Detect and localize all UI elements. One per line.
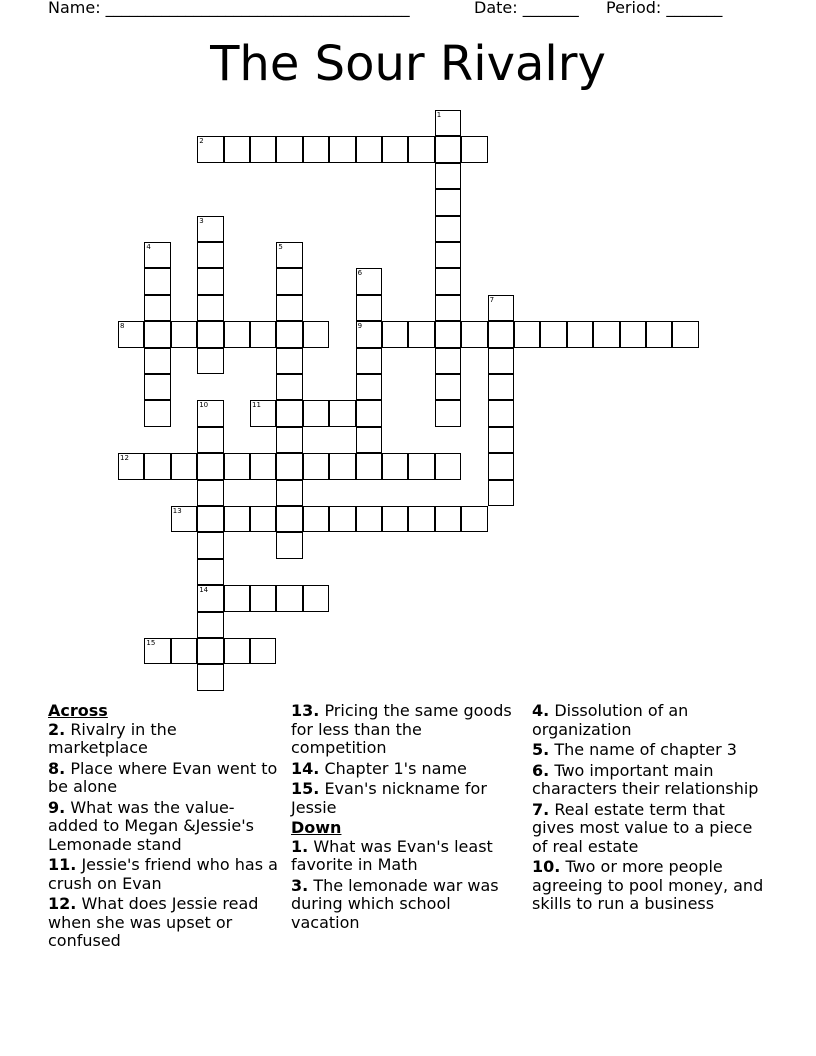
crossword-cell[interactable]: [276, 427, 302, 453]
date-field-label[interactable]: Date: _______: [474, 0, 579, 17]
crossword-cell[interactable]: [329, 506, 355, 532]
crossword-cell[interactable]: [144, 295, 170, 321]
crossword-cell[interactable]: [197, 348, 223, 374]
crossword-cell[interactable]: [303, 585, 329, 611]
crossword-cell[interactable]: [435, 295, 461, 321]
clue-number: 6.: [532, 760, 550, 780]
crossword-cell[interactable]: [382, 453, 408, 479]
clue-text: What does Jessie read when she was upset or confused: [48, 894, 259, 950]
crossword-cell[interactable]: [224, 321, 250, 347]
crossword-cell[interactable]: [329, 400, 355, 426]
crossword-cell[interactable]: [197, 321, 223, 347]
clues-column-1: [48, 702, 278, 953]
crossword-cell[interactable]: [488, 321, 514, 347]
crossword-cell[interactable]: [144, 321, 170, 347]
crossword-cell[interactable]: [435, 216, 461, 242]
crossword-cell[interactable]: [356, 374, 382, 400]
crossword-cell[interactable]: [435, 348, 461, 374]
crossword-cell[interactable]: [488, 400, 514, 426]
crossword-cell[interactable]: [197, 612, 223, 638]
crossword-cell[interactable]: [435, 110, 461, 136]
crossword-cell[interactable]: [276, 268, 302, 294]
clue-down-4: [532, 702, 772, 739]
crossword-cell[interactable]: [171, 321, 197, 347]
clue-across-14: [291, 760, 516, 779]
clue-text: Jessie's friend who has a crush on Evan: [48, 855, 278, 893]
clue-number: 9.: [48, 797, 66, 817]
crossword-cell[interactable]: [276, 506, 302, 532]
crossword-cell[interactable]: [224, 638, 250, 664]
crossword-cell[interactable]: [250, 585, 276, 611]
clue-number: 11.: [48, 855, 77, 874]
clue-text: The name of chapter 3: [554, 740, 737, 759]
clue-across-12: [48, 895, 278, 951]
crossword-cell[interactable]: [197, 427, 223, 453]
crossword-cell[interactable]: [488, 348, 514, 374]
crossword-cell[interactable]: [382, 506, 408, 532]
clue-down-5: [532, 741, 772, 760]
cell-number: 13: [172, 507, 182, 515]
clue-number: 1.: [291, 836, 309, 856]
crossword-cell[interactable]: [250, 638, 276, 664]
clue-text: Evan's nickname for Jessie: [291, 779, 487, 817]
crossword-cell[interactable]: [250, 136, 276, 162]
crossword-cell[interactable]: [329, 136, 355, 162]
crossword-cell[interactable]: [250, 506, 276, 532]
clue-text: Place where Evan went to be alone: [48, 758, 278, 796]
crossword-cell[interactable]: [461, 321, 487, 347]
crossword-cell[interactable]: [276, 242, 302, 268]
clue-across-8: [48, 760, 278, 797]
crossword-cell[interactable]: [250, 400, 276, 426]
clue-number: 12.: [48, 894, 77, 913]
clues-column-2: [291, 702, 516, 934]
crossword-cell[interactable]: [144, 400, 170, 426]
crossword-cell[interactable]: [144, 268, 170, 294]
crossword-cell[interactable]: [356, 136, 382, 162]
clue-text: Two or more people agreeing to pool money, and skills to run a business: [532, 857, 764, 913]
clue-text: Rivalry in the marketplace: [48, 719, 177, 757]
crossword-cell[interactable]: [197, 664, 223, 690]
crossword-cell[interactable]: [171, 506, 197, 532]
clue-text: Real estate term that gives most value to a piece of real estate: [532, 799, 753, 856]
crossword-cell[interactable]: [488, 295, 514, 321]
crossword-cell[interactable]: [276, 295, 302, 321]
crossword-cell[interactable]: [197, 480, 223, 506]
clue-number: 10.: [532, 857, 561, 876]
crossword-cell[interactable]: [276, 532, 302, 558]
crossword-cell[interactable]: [197, 242, 223, 268]
crossword-cell[interactable]: [276, 585, 302, 611]
clue-across-9: [48, 799, 278, 855]
clue-across-15: [291, 780, 516, 817]
cell-number: 15: [146, 639, 156, 647]
clue-text: Dissolution of an organization: [532, 701, 689, 739]
crossword-cell[interactable]: [224, 136, 250, 162]
crossword-cell[interactable]: [276, 400, 302, 426]
crossword-cell[interactable]: [593, 321, 619, 347]
crossword-cell[interactable]: [356, 321, 382, 347]
crossword-cell[interactable]: [276, 348, 302, 374]
crossword-cell[interactable]: [488, 480, 514, 506]
crossword-cell[interactable]: [408, 453, 434, 479]
crossword-cell[interactable]: [646, 321, 672, 347]
clue-number: 2.: [48, 719, 66, 739]
crossword-cell[interactable]: [276, 374, 302, 400]
crossword-cell[interactable]: [356, 268, 382, 294]
crossword-cell[interactable]: [567, 321, 593, 347]
clue-down-1: [291, 838, 516, 875]
crossword-cell[interactable]: [276, 136, 302, 162]
crossword-cell[interactable]: [197, 532, 223, 558]
crossword-cell[interactable]: [435, 506, 461, 532]
crossword-cell[interactable]: [435, 136, 461, 162]
crossword-cell[interactable]: [461, 136, 487, 162]
crossword-cell[interactable]: [250, 453, 276, 479]
crossword-cell[interactable]: [224, 453, 250, 479]
clue-text: The lemonade war was during which school vacation: [291, 875, 499, 932]
crossword-cell[interactable]: [250, 321, 276, 347]
clue-number: 15.: [291, 779, 320, 798]
crossword-cell[interactable]: [620, 321, 646, 347]
crossword-cell[interactable]: [329, 453, 355, 479]
crossword-cell[interactable]: [224, 585, 250, 611]
crossword-cell[interactable]: [303, 453, 329, 479]
cell-number: 1: [436, 111, 442, 119]
crossword-cell[interactable]: [197, 638, 223, 664]
crossword-cell[interactable]: [488, 374, 514, 400]
crossword-cell[interactable]: [197, 295, 223, 321]
crossword-cell[interactable]: [488, 427, 514, 453]
crossword-cell[interactable]: [435, 374, 461, 400]
crossword-cell[interactable]: [197, 506, 223, 532]
cell-number: 12: [120, 454, 129, 463]
cell-number: 4: [146, 243, 151, 251]
crossword-cell[interactable]: [356, 295, 382, 321]
crossword-cell[interactable]: [356, 348, 382, 374]
crossword-cell[interactable]: [408, 506, 434, 532]
crossword-cell[interactable]: [408, 136, 434, 162]
clues-column-3: [532, 702, 772, 916]
clue-number: 4.: [532, 701, 550, 720]
cell-number: 2: [199, 137, 204, 146]
crossword-cell[interactable]: [435, 268, 461, 294]
cell-number: 9: [357, 322, 363, 331]
cell-number: 10: [199, 401, 209, 410]
clue-text: What was Evan's least favorite in Math: [291, 836, 493, 874]
name-field-label[interactable]: Name: ______________________________________: [48, 0, 410, 17]
cell-number: 7: [489, 295, 495, 304]
crossword-cell[interactable]: [303, 506, 329, 532]
crossword-cell[interactable]: [276, 321, 302, 347]
crossword-cell[interactable]: [197, 268, 223, 294]
crossword-cell[interactable]: [356, 453, 382, 479]
crossword-cell[interactable]: [303, 136, 329, 162]
crossword-cell[interactable]: [408, 321, 434, 347]
crossword-cell[interactable]: [144, 453, 170, 479]
crossword-cell[interactable]: [435, 163, 461, 189]
crossword-cell[interactable]: [144, 374, 170, 400]
crossword-cell[interactable]: [303, 400, 329, 426]
clue-number: 7.: [532, 799, 550, 819]
crossword-cell[interactable]: [118, 453, 144, 479]
crossword-cell[interactable]: [144, 242, 170, 268]
clue-across-13: [291, 702, 516, 758]
crossword-cell[interactable]: [461, 506, 487, 532]
clue-text: Two important main characters their relationship: [532, 760, 759, 798]
crossword-cell[interactable]: [514, 321, 540, 347]
across-heading: Across: [48, 701, 108, 720]
crossword-cell[interactable]: [435, 400, 461, 426]
clue-down-6: [532, 762, 772, 799]
crossword-cell[interactable]: [356, 427, 382, 453]
cell-number: 6: [357, 269, 363, 278]
crossword-cell[interactable]: [197, 585, 223, 611]
clue-number: 3.: [291, 875, 309, 895]
crossword-cell[interactable]: [356, 506, 382, 532]
clue-number: 13.: [291, 701, 320, 720]
crossword-cell[interactable]: [435, 242, 461, 268]
clue-down-7: [532, 801, 772, 857]
crossword-cell[interactable]: [197, 559, 223, 585]
crossword-cell[interactable]: [276, 453, 302, 479]
crossword-cell[interactable]: [356, 400, 382, 426]
clue-down-10: [532, 858, 772, 914]
crossword-cell[interactable]: [303, 321, 329, 347]
crossword-cell[interactable]: [382, 321, 408, 347]
clue-text: Chapter 1's name: [324, 758, 467, 778]
clue-text: Pricing the same goods for less than the competition: [291, 701, 512, 757]
down-heading: Down: [291, 818, 342, 837]
crossword-cell[interactable]: [672, 321, 698, 347]
cell-number: 5: [278, 243, 283, 251]
crossword-cell[interactable]: [171, 638, 197, 664]
crossword-cell[interactable]: [382, 136, 408, 162]
crossword-cell[interactable]: [118, 321, 144, 347]
clue-number: 8.: [48, 758, 66, 778]
page-title: The Sour Rivalry: [210, 36, 606, 92]
crossword-cell[interactable]: [435, 189, 461, 215]
crossword-cell[interactable]: [197, 216, 223, 242]
clue-across-11: [48, 856, 278, 893]
crossword-cell[interactable]: [197, 136, 223, 162]
crossword-cell[interactable]: [276, 480, 302, 506]
clue-number: 5.: [532, 740, 550, 759]
clue-across-2: [48, 721, 278, 758]
cell-number: 14: [199, 586, 209, 595]
crossword-cell[interactable]: [144, 638, 170, 664]
clue-text: What was the value-added to Megan &Jessie's Lemonade stand: [48, 797, 254, 854]
cell-number: 8: [120, 322, 125, 331]
crossword-cell[interactable]: [144, 348, 170, 374]
clue-number: 14.: [291, 758, 320, 778]
crossword-cell[interactable]: [488, 453, 514, 479]
crossword-cell[interactable]: [197, 400, 223, 426]
crossword-cell[interactable]: [435, 453, 461, 479]
crossword-cell[interactable]: [435, 321, 461, 347]
crossword-cell[interactable]: [197, 453, 223, 479]
crossword-cell[interactable]: [224, 506, 250, 532]
cell-number: 3: [199, 216, 204, 225]
cell-number: 11: [252, 401, 261, 410]
crossword-cell[interactable]: [171, 453, 197, 479]
period-field-label[interactable]: Period: _______: [606, 0, 723, 17]
clue-down-3: [291, 877, 516, 933]
crossword-cell[interactable]: [540, 321, 566, 347]
